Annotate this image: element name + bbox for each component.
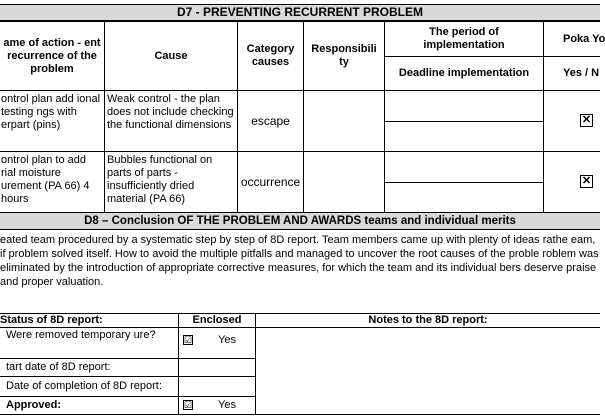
status-row-approved-enclosed[interactable]: ☑ Yes (184, 399, 237, 411)
status-row-start-date-label: tart date of 8D report: (6, 361, 111, 373)
notes-area[interactable] (256, 328, 600, 414)
notes-header: Notes to the 8D report: (368, 314, 488, 326)
d8-title: D8 – Conclusion OF THE PROBLEM AND AWARDS teams and individual merits (84, 215, 516, 227)
status-row-approved-label: Approved: (6, 399, 61, 411)
header-action: ame of action - ent recurrence of the problem (3, 36, 101, 75)
header-period: The period of implementation (423, 26, 505, 51)
header-category: Category causes (246, 43, 295, 68)
header-yesno: Yes / N (563, 67, 600, 79)
d8-conclusion-text: eated team procedured by a systematic step by step of 8D report. Team members came up with plenty of ideas rathe eam, if problem solved itself. How to avoid the multiple pitfalls and managed to uncover the root causes of the proble roblem was eliminated by the introduction of appropriate corrective measures, for which the team and its individual bers deserve praise and proper valuation. (0, 234, 599, 288)
header-responsibility: Responsibili ty (311, 43, 377, 68)
status-header: Status of 8D report: (0, 314, 103, 326)
enclosed-header: Enclosed (192, 314, 242, 326)
row2-pokayoke-checkbox[interactable]: ✕ (581, 175, 592, 187)
row1-action: ontrol plan add ional testing ngs with erpart (pins) (1, 93, 101, 131)
status-row-temporary-label: Were removed temporary ure? (6, 329, 156, 341)
row1-category: escape (251, 113, 290, 128)
row2-category: occurrence (240, 174, 301, 189)
checkbox-checked-icon[interactable]: ☑ (184, 400, 193, 411)
row1-cause: Weak control - the plan does not include checking the functional dimensions (107, 93, 234, 131)
d8-title-bar (0, 212, 600, 230)
header-cause: Cause (154, 49, 188, 62)
header-deadline: Deadline implementation (398, 67, 530, 79)
header-pokayoke: Poka Yo (563, 32, 605, 45)
status-row-start-date-value[interactable] (179, 359, 255, 376)
row2-action: ontrol plan to add rial moisture urement (PA 66) 4 hours (1, 154, 90, 205)
status-row-completion-value[interactable] (179, 377, 255, 396)
row1-pokayoke-checkbox[interactable]: ✕ (581, 114, 592, 126)
d7-title: D7 - PREVENTING RECURRENT PROBLEM (176, 5, 424, 19)
row2-cause: Bubbles functional on parts of parts - insufficiently dried material (PA 66) (107, 154, 213, 205)
checkbox-checked-icon[interactable]: ☑ (184, 335, 193, 346)
status-row-completion-label: Date of completion of 8D report: (6, 380, 162, 392)
d7-title-bar (0, 4, 600, 21)
status-row-temporary-enclosed[interactable]: ☑ Yes (184, 334, 237, 346)
